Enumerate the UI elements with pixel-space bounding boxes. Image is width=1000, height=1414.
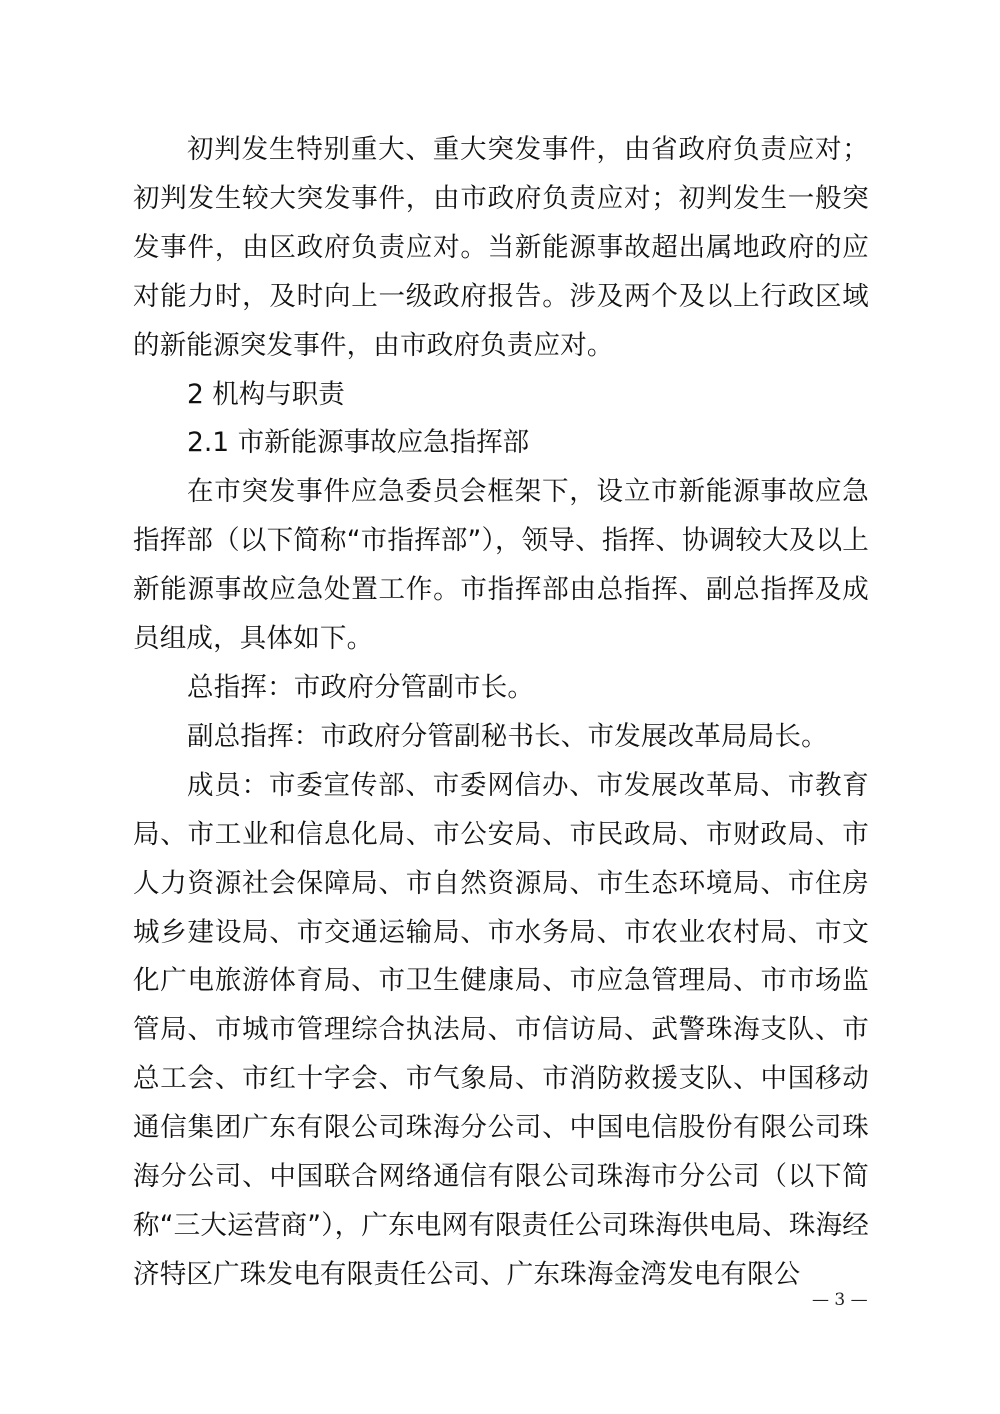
page-number: — 3 — [812, 1290, 868, 1310]
paragraph-response-levels: 初判发生特别重大、重大突发事件，由省政府负责应对；初判发生较大突发事件，由市政府负责应对；初判发生一般突发事件，由区政府负责应对。当新能源事故超出属地政府的应对能力时，及时向上一级政府报告。涉及两个及以上行政区域的新能源突发事件，由市政府负责应对。 [133, 134, 869, 361]
paragraph-command-setup: 在市突发事件应急委员会框架下，设立市新能源事故应急指挥部（以下简称“市指挥部”），领导、指挥、协调较大及以上新能源事故应急处置工作。市指挥部由总指挥、副总指挥及成员组成，具体如下。 [133, 476, 869, 655]
paragraph-members: 成员：市委宣传部、市委网信办、市发展改革局、市教育局、市工业和信息化局、市公安局、市民政局、市财政局、市人力资源社会保障局、市自然资源局、市生态环境局、市住房城乡建设局、市交通运输局、市水务局、市农业农村局、市文化广电旅游体育局、市卫生健康局、市应急管理局、市市场监管局、市城市管理综合执法局、市信访局、武警珠海支队、市总工会、市红十字会、市气象局、市消防救援支队、中国移动通信集团广东有限公司珠海分公司、中国电信股份有限公司珠海分公司、中国联合网络通信有限公司珠海市分公司（以下简称“三大运营商”），广东电网有限责任公司珠海供电局、珠海经济特区广珠发电有限责任公司、广东珠海金湾发电有限公 [133, 769, 869, 1290]
paragraph-commander: 总指挥：市政府分管副市长。 [187, 671, 535, 703]
paragraph-deputy-commander: 副总指挥：市政府分管副秘书长、市发展改革局局长。 [187, 720, 828, 752]
document-page [133, 126, 869, 1300]
section-heading-2: 2 机构与职责 [187, 378, 345, 410]
section-heading-2-1: 2.1 市新能源事故应急指挥部 [187, 427, 530, 459]
